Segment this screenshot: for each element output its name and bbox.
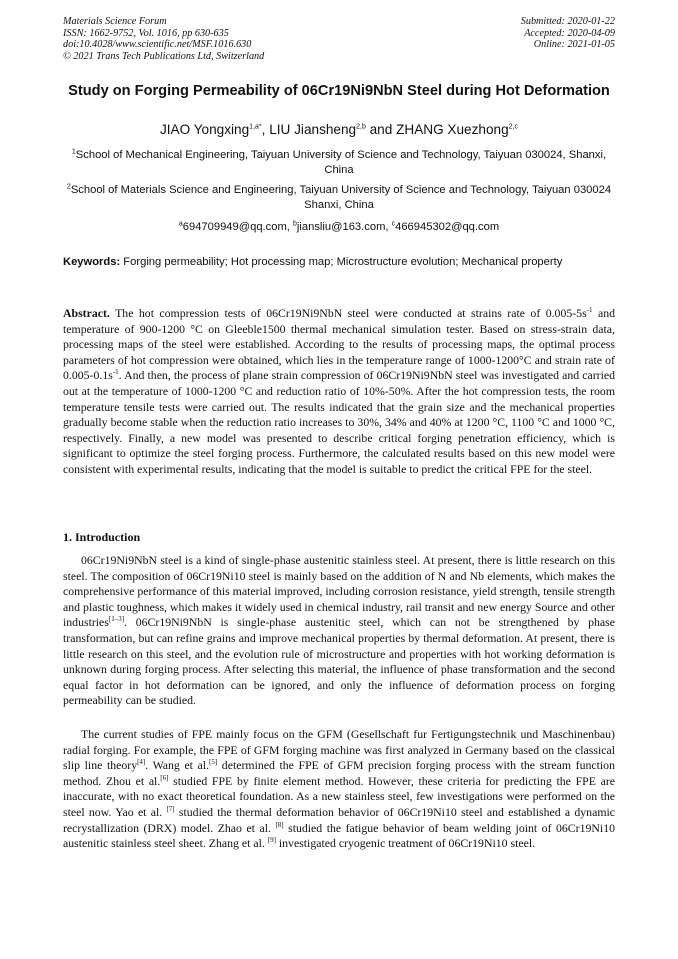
email-c[interactable]: 466945302@qq.com [395, 221, 500, 233]
abstract-superscript: -1 [586, 306, 593, 315]
affiliation-1-text: School of Mechanical Engineering, Taiyuan University of Science and Technology, Taiyuan 030024, Shanxi, China [75, 149, 607, 176]
paragraph-text: studied the fatigue behavior of beam welding joint of 06Cr19Ni10 austenitic stainless steel sheet. Zhang et al. [63, 820, 615, 851]
intro-paragraph-1 [63, 553, 615, 709]
journal-name: Materials Science Forum [63, 16, 167, 27]
email-a-mark: a [178, 220, 183, 228]
citation-ref[interactable]: [4] [137, 758, 146, 767]
paragraph-text: determined the FPE of GFM precision forging process with the stream function method. Zhou et al. [63, 758, 615, 788]
submitted-date: Submitted: 2020-01-22 [520, 16, 615, 27]
paragraph-text: investigated cryogenic treatment of 06Cr19Ni10 steel. [275, 836, 536, 851]
email-b-mark: b [293, 220, 297, 228]
abstract-text: and temperature of 900-1200 °C on Gleeble1500 thermal mechanical simulation tester. Based on stress-strain data, processing maps of the steel were established. According to the results of processing maps, the optimal process parameters of hot compression were obtained, which lies in the temperature range of 1000-1200°C and strain rate of 0.005-0.1s [63, 306, 615, 383]
citation-ref[interactable]: [7] [166, 805, 175, 814]
intro-paragraph-2 [63, 727, 615, 852]
keywords [63, 255, 615, 270]
email-b[interactable]: jiansliu@163.com, [296, 221, 392, 233]
paragraph-text: The current studies of FPE mainly focus on the GFM (Gesellschaft fur Fertigungstechnik und Maschinenbau) radial forging. For example, the FPE of GFM forging machine was first analyzed in Germany based on the classical slip line theory [63, 727, 615, 773]
abstract-superscript: -1 [112, 368, 119, 377]
author-3: ZHANG Xuezhong [396, 122, 509, 137]
citation-ref[interactable]: [8] [275, 820, 284, 829]
citation-ref[interactable]: [5] [209, 758, 218, 767]
paper-title: Study on Forging Permeability of 06Cr19Ni9NbN Steel during Hot Deformation [68, 83, 610, 99]
paragraph-text: . Wang et al. [145, 758, 210, 773]
paragraph-text: studied the thermal deformation behavior of 06Cr19Ni10 steel and established a dynamic recrystallization (DRX) model. Zhao et al. [63, 804, 616, 835]
keywords-label: Keywords: [63, 256, 121, 268]
affiliation-1 [63, 148, 615, 178]
publication-dates [521, 16, 615, 51]
paragraph-text: 06Cr19Ni9NbN steel is a kind of single-phase austenitic stainless steel. At present, there is little research on this steel. The composition of 06Cr19Ni10 steel is mainly based on the addition of N and Nb elements, which makes the comprehensive performance of this material improved, including corrosion resistance, yield strength, tensile strength and plastic toughness, which makes it widely used in chemical industry, rail transit and new energy Source and other industries [63, 553, 615, 630]
abstract-text: . And then, the process of plane strain compression of 06Cr19Ni9NbN steel was investigated and carried out at the temperature of 1000-1200 °C and reduction ratio of 10%-50%. After the hot compression tests, the room temperature tensile tests were carried out. The results indicated that the grain size and the mechanical properties gradually become stable when the reduction ratio increases to 30%, 34% and 40% at 1200 °C, 1100 °C and 1000 °C, respectively. Finally, a new model was presented to describe critical forging penetration efficiency, which is significant to optimize the steel forging process. Furthermore, the calculated results based on this new model were consistent with experimental results, indicating that the model is suitable to predict the critical FPE for the steel. [63, 368, 615, 476]
abstract [63, 306, 615, 478]
abstract-text: The hot compression tests of 06Cr19Ni9NbN steel were conducted at strains rate of 0.005-5s [109, 306, 587, 320]
paragraph-text: . 06Cr19Ni9NbN is single-phase austenitic steel, which can not be strengthened by phase transformation, but can refine grains and improve mechanical properties by thermal deformation. At present, there is little research on this steel, and the evolution rule of microstructure and properties with hot working deformation is unknown during forging process. After selecting this material, the influence of phase transformation and the second equal factor in hot deformation can be ignored, and only the influence of deformation process on forging permeability can be studied. [63, 615, 615, 708]
accepted-date: Accepted: 2020-04-09 [524, 27, 615, 39]
email-a[interactable]: 694709949@qq.com, [182, 221, 294, 233]
online-date: Online: 2021-01-05 [533, 39, 615, 51]
paragraph-text: studied FPE by finite element method. However, these criteria for predicting the FPE are inaccurate, with no exact theoretical foundation. As a new stainless steel, few investigations were performed on the steel now. Yao et al. [63, 773, 615, 819]
copyright-line: © 2021 Trans Tech Publications Ltd, Switzerland [63, 50, 265, 62]
citation-ref[interactable]: [9] [267, 836, 276, 845]
abstract-label: Abstract. [63, 306, 110, 320]
author-separator: and [365, 122, 397, 137]
affiliation-1-mark: 1 [71, 148, 76, 156]
author-separator: , [261, 122, 270, 137]
citation-ref[interactable]: [6] [160, 773, 169, 782]
section-heading: 1. Introduction [63, 530, 141, 544]
publication-info [63, 16, 264, 62]
author-emails [63, 220, 615, 235]
keywords-text: Forging permeability; Hot processing map; Microstructure evolution; Mechanical property [120, 256, 563, 268]
author-1-affil-mark: 1,a* [249, 123, 262, 131]
email-c-mark: c [391, 220, 396, 228]
affiliation-2-text: School of Materials Science and Engineering, Taiyuan University of Science and Technology, Taiyuan 030024 Shanxi, China [70, 184, 612, 211]
author-list [63, 121, 615, 139]
author-1: JIAO Yongxing [159, 122, 250, 137]
author-2-affil-mark: 2,b [356, 123, 366, 131]
citation-ref[interactable]: [1–3] [108, 615, 125, 624]
affiliation-2-mark: 2 [66, 183, 71, 191]
doi-line: doi:10.4028/www.scientific.net/MSF.1016.630 [63, 39, 252, 51]
issn-line: ISSN: 1662-9752, Vol. 1016, pp 630-635 [63, 27, 229, 39]
author-3-affil-mark: 2,c [508, 123, 519, 131]
affiliation-2 [63, 183, 615, 213]
author-2: LIU Jiansheng [269, 122, 357, 137]
